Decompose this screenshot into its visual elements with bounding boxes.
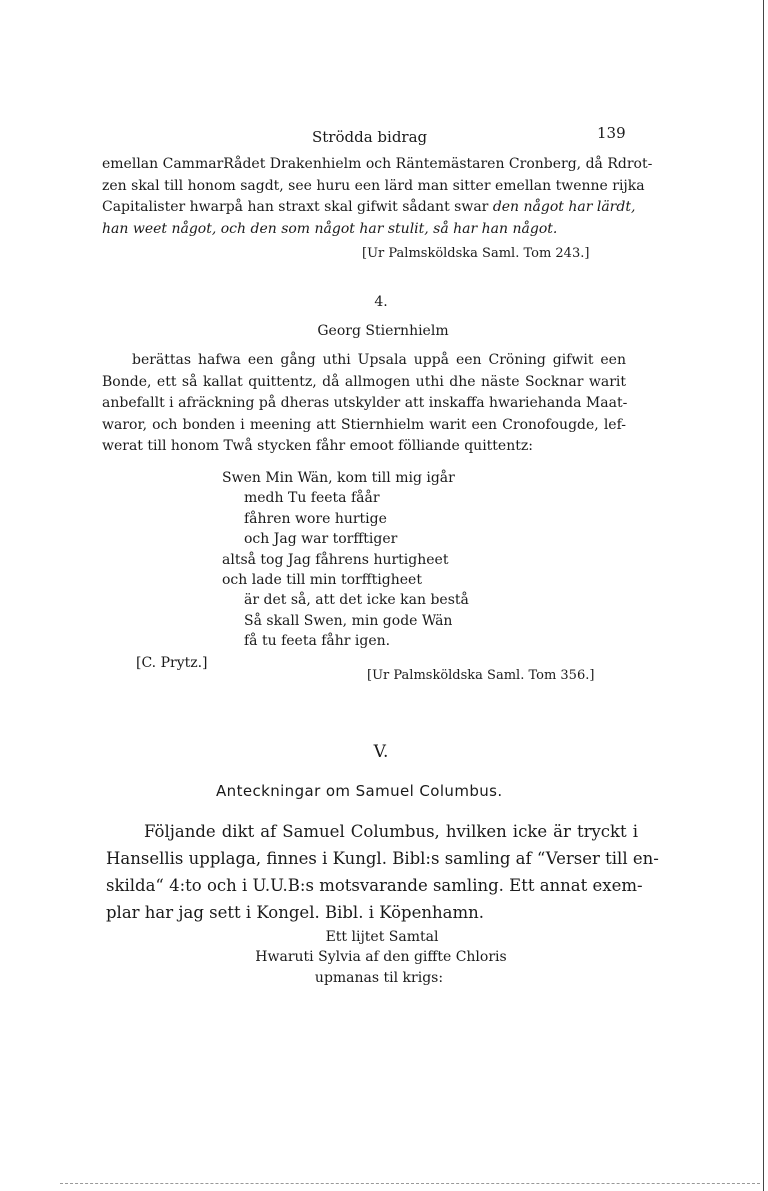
quittentz-poem [222,468,469,652]
page-edge-bottom [60,1183,760,1185]
poem-line: och lade till min torfftigheet [222,572,422,589]
section-line-1: Följande dikt af Samuel Columbus, hvilken icke är tryckt i [144,822,638,841]
section-numeral: V. [373,742,389,762]
entry-line-3: anbefallt i afräckning på dheras utskylder att inskaffa hwariehanda Maat- [102,395,628,411]
poem-line: är det så, att det icke kan bestå [244,592,469,609]
poem-line: altså tog Jag fåhrens hurtigheet [222,551,449,568]
entry-number: 4. [374,294,388,310]
entry-line-5: werat till honom Twå stycken fåhr emoot fölliande quittentz: [102,438,533,454]
attribution: [C. Prytz.] [136,655,208,671]
poem-line: Så skall Swen, min gode Wän [244,612,453,629]
source-citation-2: [Ur Palmsköldska Saml. Tom 356.] [367,668,595,683]
intro-line-4: han weet något, och den som något har stulit, så har han något. [102,220,558,237]
poem-line: fåhren wore hurtige [244,510,387,527]
entry-line-2: Bonde, ett så kallat quittentz, då allmogen uthi dhe näste Socknar warit [102,373,626,390]
intro-paragraph [102,154,653,240]
section-paragraph [106,818,659,926]
section-line-3: skilda“ 4:to och i U.U.B:s motsvarande samling. Ett annat exem- [106,876,643,895]
poem-line: få tu feeta fåhr igen. [244,633,391,650]
page-edge-right [763,0,764,1191]
poem-title-line-2: Hwaruti Sylvia af den giffte Chloris [255,949,507,965]
entry-line-1: berättas hafwa een gång uthi Upsala uppå een Cröning gifwit een [132,352,626,368]
section-heading: Anteckningar om Samuel Columbus. [216,782,503,800]
poem-line: medh Tu feeta fåår [244,490,380,507]
poem-title-line-3: upmanas til krigs: [314,970,444,986]
intro-line-3 [102,197,636,219]
intro-line-1: emellan CammarRådet Drakenhielm och Räntemästaren Cronberg, då Rdrot- [102,156,653,172]
section-line-2: Hansellis upplaga, finnes i Kungl. Bibl:s samling af “Verser till en- [106,849,659,868]
page-number: 139 [597,124,626,142]
entry-paragraph [102,350,626,458]
source-citation-1: [Ur Palmsköldska Saml. Tom 243.] [362,246,590,261]
section-line-4: plar har jag sett i Kongel. Bibl. i Köpenhamn. [106,903,484,922]
running-header-title: Strödda bidrag [312,128,428,146]
poem-line: Swen Min Wän, kom till mig igår [222,470,455,486]
intro-line-3-italic: den något har lärdt, [492,199,636,215]
intro-line-3-text: Capitalister hwarpå han straxt skal gifwit sådant swar [102,199,489,215]
poem-line: och Jag war torfftiger [244,531,398,548]
entry-line-4: waror, och bonden i meening att Stiernhielm warit een Cronofougde, lef- [102,416,626,433]
poem-title-line-1: Ett lijtet Samtal [325,929,439,945]
intro-line-2: zen skal till honom sagdt, see huru een lärd man sitter emellan twenne rijka [102,177,645,194]
entry-title: Georg Stiernhielm [317,323,449,339]
